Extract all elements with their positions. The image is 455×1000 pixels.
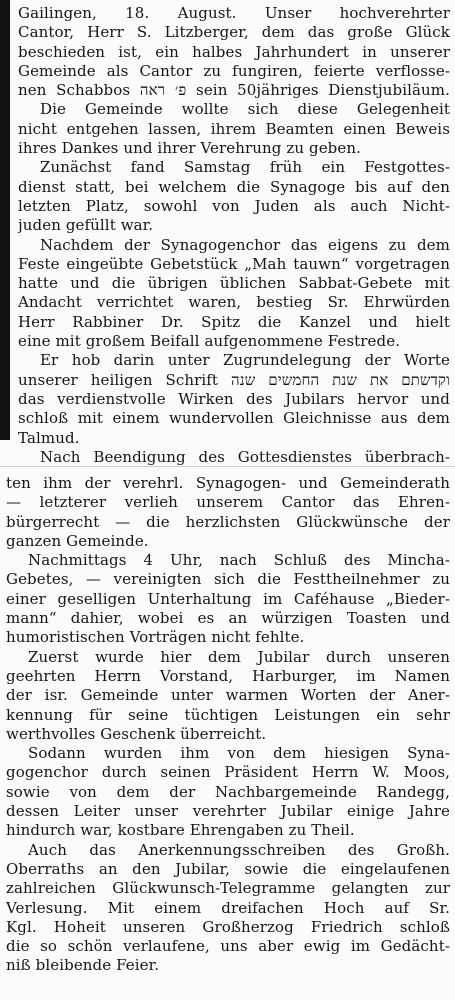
text-line: nicht entgehen lassen, ihrem Beamten einen Beweis bbox=[18, 119, 450, 138]
text-line: Gebetes, — vereinigten sich die Festtheilnehmer zu bbox=[6, 570, 450, 589]
text-line: — letzterer verlieh unserem Cantor das Ehren- bbox=[6, 493, 450, 512]
text-line: niß bleibende Feier. bbox=[6, 956, 160, 975]
text-line: werthvolles Geschenk überreicht. bbox=[6, 724, 267, 743]
text-line: Herr Rabbiner Dr. Spitz die Kanzel und hielt bbox=[18, 312, 450, 331]
text-line: hatte und die übrigen üblichen Sabbat-Gebete mit bbox=[18, 274, 450, 293]
text-line: eine mit großem Beifall aufgenommene Festrede. bbox=[18, 332, 401, 351]
text-line: Oberraths an den Jubilar, sowie die eingelaufenen bbox=[6, 859, 450, 878]
text-line: ihres Dankes und ihrer Verehrung zu geben. bbox=[18, 139, 361, 158]
text-line: bürgerrecht — die herzlichsten Glückwünsche der bbox=[6, 512, 450, 531]
text-line: unserer heiligen Schrift וקדשתם את שנת החמשים שנה bbox=[18, 370, 450, 389]
text-line: Feste eingeübte Gebetstück „Mah tauwn“ vorgetragen bbox=[18, 254, 450, 273]
text-line: Gailingen, 18. August. Unser hochverehrter bbox=[18, 4, 450, 22]
text-line: ten ihm der verehrl. Synagogen- und Gemeinderath bbox=[6, 474, 450, 492]
text-line: Zuerst wurde hier dem Jubilar durch unseren bbox=[28, 647, 450, 666]
text-line: dessen Leiter unser verehrter Jubilar einige Jahre bbox=[6, 802, 450, 821]
text-line: beschieden ist, ein halbes Jahrhundert in unserer bbox=[18, 42, 450, 61]
text-line: sowie von dem der Nachbargemeinde Randegg, bbox=[6, 782, 450, 801]
text-line: ganzen Gemeinde. bbox=[6, 531, 149, 550]
text-line: schloß mit einem wundervollen Gleichnisse aus dem bbox=[18, 409, 450, 428]
text-line: zahlreichen Glückwunsch-Telegramme gelangten zur bbox=[6, 879, 450, 898]
text-line: Gemeinde als Cantor zu fungiren, feierte verflosse- bbox=[18, 61, 450, 80]
text-line: Talmud. bbox=[18, 428, 80, 447]
text-line: mann“ dahier, wobei es an würzigen Toasten und bbox=[6, 609, 450, 628]
text-line: der isr. Gemeinde unter warmen Worten der Aner- bbox=[6, 686, 450, 705]
text-line: nen Schabbos פ׳ ראה sein 50jähriges Dienstjubiläum. bbox=[18, 81, 450, 100]
text-line: kennung für seine tüchtigen Leistungen ein sehr bbox=[6, 705, 450, 724]
cut-off-next-line bbox=[6, 988, 450, 1000]
text-line: Sodann wurden ihm von dem hiesigen Syna- bbox=[28, 744, 450, 763]
text-line: letzten Platz, sowohl von Juden als auch Nicht- bbox=[18, 196, 450, 215]
article-column-bottom bbox=[6, 474, 450, 976]
text-line: Auch das Anerkennungsschreiben des Großh. bbox=[28, 840, 450, 859]
text-line: hindurch war, kostbare Ehrengaben zu Theil. bbox=[6, 821, 355, 840]
text-line: Verlesung. Mit einem dreifachen Hoch auf Sr. bbox=[6, 898, 450, 917]
text-line: Nachmittags 4 Uhr, nach Schluß des Mincha- bbox=[28, 551, 450, 570]
text-line: Andacht verrichtet waren, bestieg Sr. Ehrwürden bbox=[18, 293, 450, 312]
text-line: einer geselligen Unterhaltung im Caféhause „Bieder- bbox=[6, 589, 450, 608]
text-line: Er hob darin unter Zugrundelegung der Worte bbox=[40, 351, 450, 370]
column-rule bbox=[0, 0, 10, 440]
text-line: Kgl. Hoheit unseren Großherzog Friedrich schloß bbox=[6, 917, 450, 936]
article-column-top bbox=[18, 4, 450, 467]
text-line: humoristischen Vorträgen nicht fehlte. bbox=[6, 628, 305, 647]
clipping-seam bbox=[0, 466, 455, 467]
text-line: Nach Beendigung des Gottesdienstes überbrach- bbox=[40, 447, 450, 466]
text-line: das verdienstvolle Wirken des Jubilars hervor und bbox=[18, 389, 450, 408]
text-line: die so schön verlaufene, uns aber ewig im Gedächt- bbox=[6, 937, 450, 956]
text-line: Cantor, Herr S. Litzberger, dem das große Glück bbox=[18, 23, 450, 42]
text-line: juden gefüllt war. bbox=[18, 216, 154, 235]
text-line: Die Gemeinde wollte sich diese Gelegenheit bbox=[40, 100, 450, 119]
text-line: gogenchor durch seinen Präsident Herrn W. Moos, bbox=[6, 763, 450, 782]
text-line: dienst statt, bei welchem die Synagoge bis auf den bbox=[18, 177, 450, 196]
text-line: Zunächst fand Samstag früh ein Festgottes- bbox=[40, 158, 450, 177]
text-line: Nachdem der Synagogenchor das eigens zu dem bbox=[40, 235, 450, 254]
text-line: geehrten Herrn Vorstand, Harburger, im Namen bbox=[6, 666, 450, 685]
